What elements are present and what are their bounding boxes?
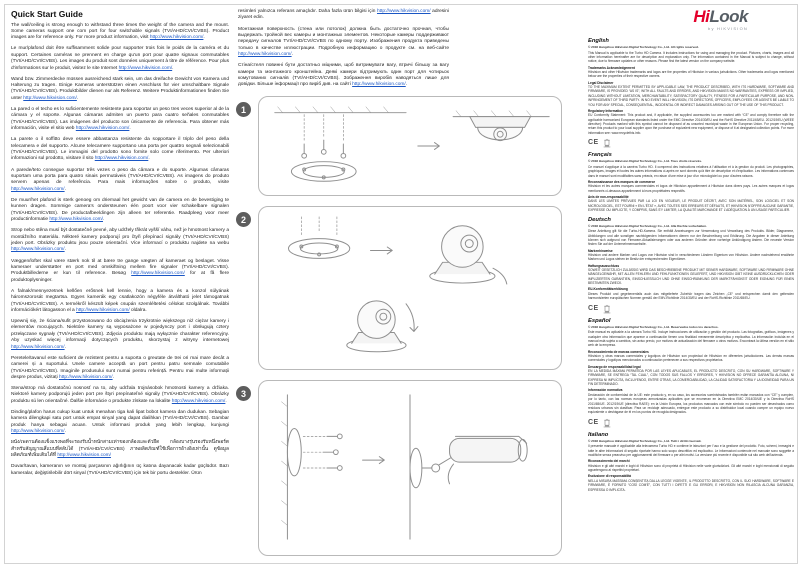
compliance-icons-row: [588, 417, 794, 428]
language-heading: Deutsch: [588, 216, 611, 223]
hikvision-link[interactable]: http://www.hikvision.com/: [11, 247, 65, 253]
copyright-line: © 2018 Hangzhou Hikvision Digital Technology Co., Ltd. All rights reserved.: [588, 45, 699, 50]
language-heading: Français: [588, 152, 612, 159]
weee-bin-icon: [603, 417, 611, 428]
guide-paragraph-slovak: Stena/strop má dostatočnú nosnosť na to, aby udržala trojnásobok hmotnosti kamery a držiaka. Niektoré kamery podporujú jeden port pre štyri prepínateľné signály (TVI/AHD/CVI/CVBS). Obrázky produktu sú len orientačné. Ďalšie informácie o produkte získate na lokalite http://www.hikvision.com/.: [11, 386, 229, 404]
copyright-line: © 2018 Hangzhou Hikvision Digital Technology Co., Ltd. Alle Rechte vorbehalten.: [588, 223, 707, 228]
weee-bin-icon: [603, 303, 611, 314]
compliance-icons-row: [588, 137, 794, 148]
guide-paragraph-ukrainian: Стіна/стеля повинні бути достатньо міцними, щоб витримувати вагу, втричі більшу за вагу камери та монтажного кронштейна. Деякі камери підтримують один порт для чотирьох комутованих сигналів (TVI/AHD/CVI/CVBS). Зображення виробів наводяться лише для довідки. Більше інформації про виріб див. на сайті http://www.hikvision.com/.: [238, 63, 449, 88]
hikvision-link[interactable]: http://www.hikvision.com/: [59, 374, 113, 380]
guide-paragraph-dutch: De muur/het plafond is sterk genoeg om driemaal het gewicht van de camera en de bevestiging te kunnen dragen. Sommige camera's ondersteunen één poort voor vier schakelbare signalen (TVI/AHD/CVI/CVBS). De productafbeeldingen zijn alleen ter referentie. Raadpleeg voor meer productinformatie http://www.hikvision.com/.: [11, 197, 229, 223]
legal-text: EU-Konformitätserklärung Dieses Produkt und gegebenenfalls auch das mitgelieferte Zubehör tragen das Zeichen „CE“ und entsprechen damit den geltenden harmonisierten europäischen Normen gemäß der EMV-Richtlinie 2014/30/EU und der RoHS-Richtlinie 2011/65/EU.: [588, 287, 794, 301]
copyright-line: © 2018 Hangzhou Hikvision Digital Technology Co., Ltd. Tutti i diritti riservati.: [588, 439, 702, 444]
turret-camera-installation-diagram: [258, 206, 562, 370]
hilook-byline: by HIKVISION: [708, 26, 748, 31]
legal-text: Ce manuel s'applique à la caméra Turbo HD. Il comprend des instructions relatives à l'utilisation et à la gestion du produit. Les photographies, graphiques, images et toutes les autres informations ci-après ne sont donnés qu'à titre de description et d'explication. Les informations contenues dans le manuel sont modifiables sans préavis, en raison d'une mise à jour d'un micrologiciel ou pour d'autres raisons.: [588, 164, 794, 178]
guide-paragraph-romanian: Peretele/tavanul este suficient de rezistent pentru a suporta o greutate de trei ori mai mare decât a camerei și a suportului. Unele camere acceptă un port pentru patru semnale comutabile (TVI/AHD/CVI/CVBS). Imaginile produsului sunt numai pentru referință. Pentru mai multe informații despre produs, vizitați http://www.hikvision.com/.: [11, 355, 229, 380]
guide-paragraph-indonesian: Dinding/plafon harus cukup kuat untuk menahan tiga kali lipat bobot kamera dan dudukan. Sebagian kamera dilengkapi satu port untuk empat sinyal yang dapat dialihkan (TVI/AHD/CVI/CVBS). Gambar produk hanya sebagai acuan. Untuk informasi produk yang lebih lengkap, kunjungi http://www.hikvision.com/.: [11, 409, 229, 435]
dome-camera-installation-diagram: [258, 96, 562, 196]
left-column: [11, 9, 229, 482]
guide-paragraph-thai: ผนัง/เพดานต้องแข็งแรงพอที่จะรองรับน้ำหนักสามเท่าของกล้องและตัวยึด กล้องบางรุ่นรองรับหนึ่งพอร์ตสำหรับสัญญาณสี่แบบที่สลับได้ (TVI/AHD/CVI/CVBS) ภาพผลิตภัณฑ์ใช้เพื่อการอ้างอิงเท่านั้น ดูข้อมูลผลิตภัณฑ์เพิ่มเติมได้ที่ http://www.hikvision.com/: [11, 440, 229, 459]
hikvision-link[interactable]: http://www.hikvision.com/: [118, 65, 173, 71]
legal-text: Il presente manuale è applicabile alla telecamera Turbo HD e contiene le istruzioni per l'uso e la gestione del prodotto. Foto, schemi, immagini e tutte le altre informazioni di seguito riportate hanno solo scopo descrittivo ed esplicativo. Le informazioni contenute nel manuale sono soggette a modifiche senza preavviso per aggiornamenti del firmware o per altri motivi. La versione più recente è disponibile sul sito web dell'azienda.: [588, 444, 794, 458]
guide-paragraph-turkish: Duvar/tavan, kameranın ve montaj parçasının ağırlığının üç katına dayanacak kadar güçlüdür. Bazı kameralar, değiştirilebilir dört sinyal (TVI/AHD/CVI/CVBS) için tek bir portu destekler. Ürün: [11, 464, 229, 476]
hikvision-link[interactable]: http://www.hikvision.com/: [49, 217, 103, 223]
bullet-camera-installation-diagram: [258, 380, 562, 556]
language-heading: Italiano: [588, 431, 609, 438]
page-title: Quick Start Guide: [11, 9, 83, 19]
hikvision-link[interactable]: http://www.hikvision.com/: [238, 52, 292, 58]
legal-text: Avis de non-responsabilité DANS LES LIMITES PRÉVUES PAR LA LOI EN VIGUEUR, LE PRODUIT DÉCRIT, AVEC SON MATÉRIEL, SON LOGICIEL ET SON MICROLOGICIEL, EST FOURNI « EN L'ÉTAT », AVEC TOUTES SES ERREURS ET DÉFAUTS, ET HIKVISION N'OFFRE AUCUNE GARANTIE, EXPRESSE OU IMPLICITE, Y COMPRIS, SANS S'Y LIMITER, LA QUALITÉ MARCHANDE ET L'ADÉQUATION À UN USAGE PARTICULIER.: [588, 194, 794, 213]
legal-text: Regulatory Information EU Conformity Statement: This product and, if applicable, the supplied accessories too are marked with “CE” and comply therefore with the applicable harmonized European standards listed under the EMC Directive 2014/30/EU and the RoHS Directive 2011/65/EU. 2012/19/EU (WEEE directive): Products marked with this symbol cannot be disposed of as unsorted municipal waste in the European Union. For proper recycling, return this product to your local supplier upon the purchase of equivalent new equipment, or dispose of it at designated collection points. For more information see: www.recyclethis.info.: [588, 108, 794, 135]
hikvision-link[interactable]: http://www.hikvision.com/: [376, 9, 431, 14]
legal-text: Este manual es aplicable a la cámara Turbo HD. Incluye instrucciones de utilización y gestión del producto. Las fotografías, gráficos, imágenes y cualquier otra información que aparece a continuación tienen una finalidad meramente descriptiva y explicativa. La información incluida en el manual está sujeta a cambios, sin aviso previo, por motivos de actualización del firmware u otros motivos. Encontrará la última versión en el sitio web de la empresa.: [588, 330, 794, 348]
legal-text: Reconnaissance des marques de commerce Hikvision et les autres marques commerciales et logos de Hikvision appartiennent à Hikvision dans divers pays. Les autres marques et logos mentionnés ci-dessous appartiennent à leurs propriétaires respectifs.: [588, 179, 794, 193]
section-spanish: [588, 318, 794, 428]
step-3-badge: 3: [236, 386, 251, 401]
hikvision-link[interactable]: http://www.hikvision.com/: [94, 156, 149, 162]
dome-install-illustration: [259, 97, 561, 195]
middle-column: [238, 9, 449, 94]
section-german: [588, 217, 794, 314]
legal-text: Diese Anleitung gilt für die Turbo-HD-Kamera. Sie enthält Anweisungen zur Verwendung und Verwaltung des Produkts. Bilder, Diagramme, Abbildungen und alle sonstigen nachfolgenden Informationen dienen nur der Beschreibung und Erklärung. Die Angaben in dieser Anleitung können sich aufgrund von Firmware-Aktualisierungen oder aus anderen Gründen ohne vorherige Ankündigung ändern. Die neueste Version finden Sie auf der Unternehmenswebsite.: [588, 229, 794, 247]
step-1-badge: 1: [236, 102, 251, 117]
legal-text: Legal Disclaimer TO THE MAXIMUM EXTENT PERMITTED BY APPLICABLE LAW, THE PRODUCT DESCRIBED, WITH ITS HARDWARE, SOFTWARE AND FIRMWARE, IS PROVIDED “AS IS”, WITH ALL FAULTS AND ERRORS, AND HIKVISION MAKES NO WARRANTIES, EXPRESS OR IMPLIED, INCLUDING WITHOUT LIMITATION, MERCHANTABILITY, SATISFACTORY QUALITY, FITNESS FOR A PARTICULAR PURPOSE, AND NON-INFRINGEMENT OF THIRD PARTY. IN NO EVENT WILL HIKVISION, ITS DIRECTORS, OFFICERS, EMPLOYEES OR AGENTS BE LIABLE TO YOU FOR ANY SPECIAL, CONSEQUENTIAL, INCIDENTAL OR INDIRECT DAMAGES ARISING OUT OF THE USE OF THIS PRODUCT.: [588, 80, 794, 107]
section-french: [588, 152, 794, 212]
guide-paragraph-turkish-continued: resimleri yalnızca referans amaçlıdır. Daha fazla ürün bilgisi için http://www.hikvision.com/ adresini ziyaret edin.: [238, 9, 449, 21]
legal-text: Markenhinweise Hikvision und andere Marken und Logos von Hikvision sind in verschiedenen Ländern Eigentum von Hikvision. Andere nachstehend erwähnte Marken und Logos stehen im Besitz der entsprechenden Eigentümer.: [588, 248, 794, 262]
guide-paragraph-portuguese: A parede/teto consegue suportar três vezes o peso da câmara e do suporte. Algumas câmaras suportam uma porta para quatro sinais permutáveis (TVI/AHD/CVI/CVBS). As imagens do produto servem apenas de referência. Para mais informações sobre o produto, visite http://www.hikvision.com/.: [11, 167, 229, 192]
guide-paragraph-russian: Монтажная поверхность (стена или потолок) должна быть достаточно прочная, чтобы выдержать тройной вес камеры и монтажных элементов. Некоторые камеры поддерживают передачу сигналов TVI/AHD/CVI/CVBS по одному порту. Изображения продукта приведены только в качестве иллюстрации. Подробную информацию о продукте см. на веб-сайте http://www.hikvision.com/.: [238, 26, 449, 58]
step-2-badge: 2: [236, 212, 251, 227]
hikvision-link[interactable]: http://www.hikvision.com/: [149, 35, 204, 41]
guide-paragraph-hungarian: A falnak/mennyezetnek kellően erősnek kell lennie, hogy a kamera és a konzol súlyának háromszorosát megtartsa. Egyes kamerák egy csatlakozón négyféle átváltható jelet támogatnak (TVI/AHD/CVI/CVBS). A termékről készült képek csupán szemléltetési célokat szolgálnak. További információkért látogasson el a http://www.hikvision.com/ oldalra.: [11, 288, 229, 313]
language-heading: English: [588, 38, 609, 44]
hikvision-link[interactable]: http://www.hikvision.com/: [76, 307, 130, 313]
legal-text: Información normativa Declaración de conformidad de la UE: este producto y, en su caso, los accesorios suministrados también están marcados con “CE” y cumplen, por lo tanto, con las normas europeas armonizadas aplicables que se enumeran en la Directiva EMC 2014/30/UE y la Directiva RoHS 2011/65/UE. 2012/19/UE (directiva RAEE): en la Unión Europea, los productos marcados con este símbolo no pueden ser desechados como residuos urbanos sin clasificar. Para un reciclaje adecuado, entregue este producto a su distribuidor local cuando compre un equipo nuevo equivalente o deshágase de él en los puntos de recogida designados.: [588, 388, 794, 415]
guide-paragraph-french: Le mur/plafond doit être suffisamment solide pour supporter trois fois le poids de la caméra et du support. Certaines caméras ne prennent en charge qu'un port pour quatre signaux commutables (TVI/AHD/CVI/CVBS). Les images du produit sont données uniquement à titre de référence. Pour plus d'informations sur le produit, visitez le site Internet http://www.hikvision.com/.: [11, 46, 229, 71]
guide-paragraph-danish: Væggen/loftet skal være stærk nok til at bære tre gange vægten af kameraet og beslaget. Visse kameraer understøtter en port med omskiftning mellem fire signaler (TVI/AHD/CVI/CVBS). Produktbillederne er kun til reference. Besøg http://www.hikvision.com/ for at få flere produktoplysninger.: [11, 258, 229, 283]
compliance-icons-row: [588, 303, 794, 314]
weee-bin-icon: [603, 137, 611, 148]
hikvision-link[interactable]: http://www.hikvision.com/: [23, 95, 77, 101]
guide-paragraph-italian: La parete o il soffitto deve essere abbastanza resistente da sopportare il triplo del peso della telecamera e del supporto. Alcune telecamere supportano una porta per quattro segnali selezionabili (TVI/AHD/CVI/CVBS). Le immagini del prodotto sono fornite solo come riferimento. Per ulteriori informazioni sul prodotto, visitare il sito http://www.hikvision.com/.: [11, 137, 229, 162]
legal-text: Descargo de responsabilidad legal EN LA MEDIDA MÁXIMA PERMITIDA POR LAS LEYES APLICABLES, EL PRODUCTO DESCRITO, CON SU HARDWARE, SOFTWARE Y FIRMWARE, SE ENTREGA “TAL CUAL”, CON TODOS SUS FALLOS Y ERRORES, Y HIKVISION NO OFRECE GARANTÍA ALGUNA, NI EXPRESA NI IMPLÍCITA, INCLUYENDO, ENTRE OTRAS, LA COMERCIABILIDAD, LA CALIDAD SATISFACTORIA Y LA IDONEIDAD PARA UN FIN DETERMINADO.: [588, 364, 794, 387]
hilook-wordmark: HiLook: [693, 7, 748, 26]
hikvision-link[interactable]: http://www.hikvision.com/: [11, 429, 65, 435]
legal-text: Haftungsausschluss SOWEIT GESETZLICH ZULÄSSIG WIRD DAS BESCHRIEBENE PRODUKT MIT SEINER HARDWARE, SOFTWARE UND FIRMWARE OHNE MÄNGELGEWÄHR, MIT ALLEN FEHLERN UND FEHLFUNKTIONEN GELIEFERT, UND HIKVISION GIBT KEINE AUSDRÜCKLICHEN ODER IMPLIZIERTEN GARANTIEN, EINSCHLIESSLICH UND OHNE EINSCHRÄNKUNG DER MARKTFÄHIGKEIT ODER EIGNUNG FÜR EINEN BESTIMMTEN ZWECK.: [588, 263, 794, 286]
hilook-logo: [588, 8, 794, 31]
language-heading: Español: [588, 317, 611, 324]
bullet-install-illustration: [259, 381, 561, 555]
hikvision-link[interactable]: http://www.hikvision.com/: [11, 186, 65, 192]
legal-text: This Manual is applicable to the Turbo HD Camera. It includes instructions for using and managing the product. Pictures, charts, images and all other information hereinafter are for description and explanation only. The information contained in the Manual is subject to change, without notice, due to firmware updates or other reasons. Please find the latest version on the company website.: [588, 50, 794, 64]
copyright-line: © 2018 Hangzhou Hikvision Digital Technology Co., Ltd. Tous droits réservés.: [588, 159, 702, 164]
hikvision-link[interactable]: http://www.hikvision.com/: [171, 398, 226, 404]
hikvision-link[interactable]: http://www.hikvision.com/: [75, 126, 130, 132]
hikvision-link[interactable]: http://www.hikvision.com/: [11, 344, 65, 350]
hikvision-link[interactable]: http://www.hikvision.com/: [57, 453, 111, 459]
ce-mark-icon: CE: [588, 418, 599, 426]
section-english: [588, 38, 794, 148]
guide-paragraph-english: The wall/ceiling is strong enough to withstand three times the weight of the camera and the mount. Some cameras support one com port for four switchable signals (TVI/AHD/CVI/CVBS). Product images are for reference only. For more product information, visit http://www.hikvision.com/.: [11, 22, 229, 41]
ce-mark-icon: CE: [588, 139, 599, 147]
hikvision-link[interactable]: http://www.hikvision.com/: [352, 82, 406, 88]
legal-text: Trademarks Acknowledgement Hikvision and other Hikvision trademarks and logos are the properties of Hikvision in various jurisdictions. Other trademarks and logos mentioned below are the properties of their respective owners.: [588, 65, 794, 79]
legal-text: Riconoscimento dei marchi Hikvision e gli altri marchi e loghi di Hikvision sono di proprietà di Hikvision nelle varie giurisdizioni. Gli altri marchi e loghi menzionati di seguito appartengono ai rispettivi proprietari.: [588, 459, 794, 473]
guide-paragraph-german: Wand bzw. Zimmerdecke müssen ausreichend stark sein, um das dreifache Gewicht von Kamera und Halterung zu tragen. Einige Kameras unterstützen einen Anschluss für vier umschaltbare Signale (TVI/AHD/CVI/CVBS). Produktbilder dienen nur als Referenz. Weitere Produktinformationen finden Sie unter http://www.hikvision.com/.: [11, 76, 229, 101]
right-column: [588, 8, 794, 496]
turret-install-illustration: [259, 207, 561, 369]
guide-paragraph-spanish: La pared o el techo es lo suficientemente resistente para soportar un peso tres veces superior al de la cámara y el soporte. Algunas cámaras admiten un puerto para cuatro señales conmutables (TVI/AHD/CVI/CVBS). Las imágenes del producto son únicamente de referencia. Para obtener más información, visite el sitio web http://www.hikvision.com/.: [11, 107, 229, 132]
guide-paragraph-czech: Strop nebo stěna musí být dostatečně pevné, aby udržely třikrát vyšší váhu, než je hmotnost kamery a montážního materiálu. Některé kamery podporují pro čtyři přepínací signály (TVI/AHD/CVI/CVBS) jeden port. Obrázky produktu jsou pouze orientační. Více informací o produktu najdete na webu http://www.hikvision.com/.: [11, 228, 229, 253]
hikvision-link[interactable]: http://www.hikvision.com/: [131, 271, 185, 277]
section-italian: [588, 432, 794, 492]
legal-text: Esclusione di responsabilità NELLA MISURA MASSIMA CONSENTITA DALLA LEGGE VIGENTE, IL PRODOTTO DESCRITTO, CON IL SUO HARDWARE, SOFTWARE E FIRMWARE, È FORNITO “COSÌ COM'È”, CON TUTTI I DIFETTI E GLI ERRORI, E HIKVISION NON RILASCIA ALCUNA GARANZIA, ESPRESSA O IMPLICITA.: [588, 474, 794, 492]
ce-mark-icon: CE: [588, 304, 599, 312]
copyright-line: © 2018 Hangzhou Hikvision Digital Technology Co., Ltd. Reservados todos los derechos.: [588, 324, 719, 329]
guide-paragraph-polish: Upewnij się, że ściana/sufit przystosowano do obciążenia trzykrotnie większego niż ciężar kamery i elementów mocujących. Niektóre kamery są wyposażone w pojedynczy port i obsługują cztery przełączane sygnały (TVI/AHD/CVI/CVBS). Zdjęcia produktu mają wyłącznie charakter referencyjny. Aby uzyskać więcej informacji dotyczących produktu, skorzystaj z witryny internetowej http://www.hikvision.com/.: [11, 319, 229, 350]
legal-text: Reconocimiento de marcas comerciales Hikvision y otras marcas comerciales y logotipos de Hikvision son propiedad de Hikvision en diferentes jurisdicciones. Las demás marcas comerciales y logotipos mencionados a continuación pertenecen a sus respectivos propietarios.: [588, 349, 794, 363]
